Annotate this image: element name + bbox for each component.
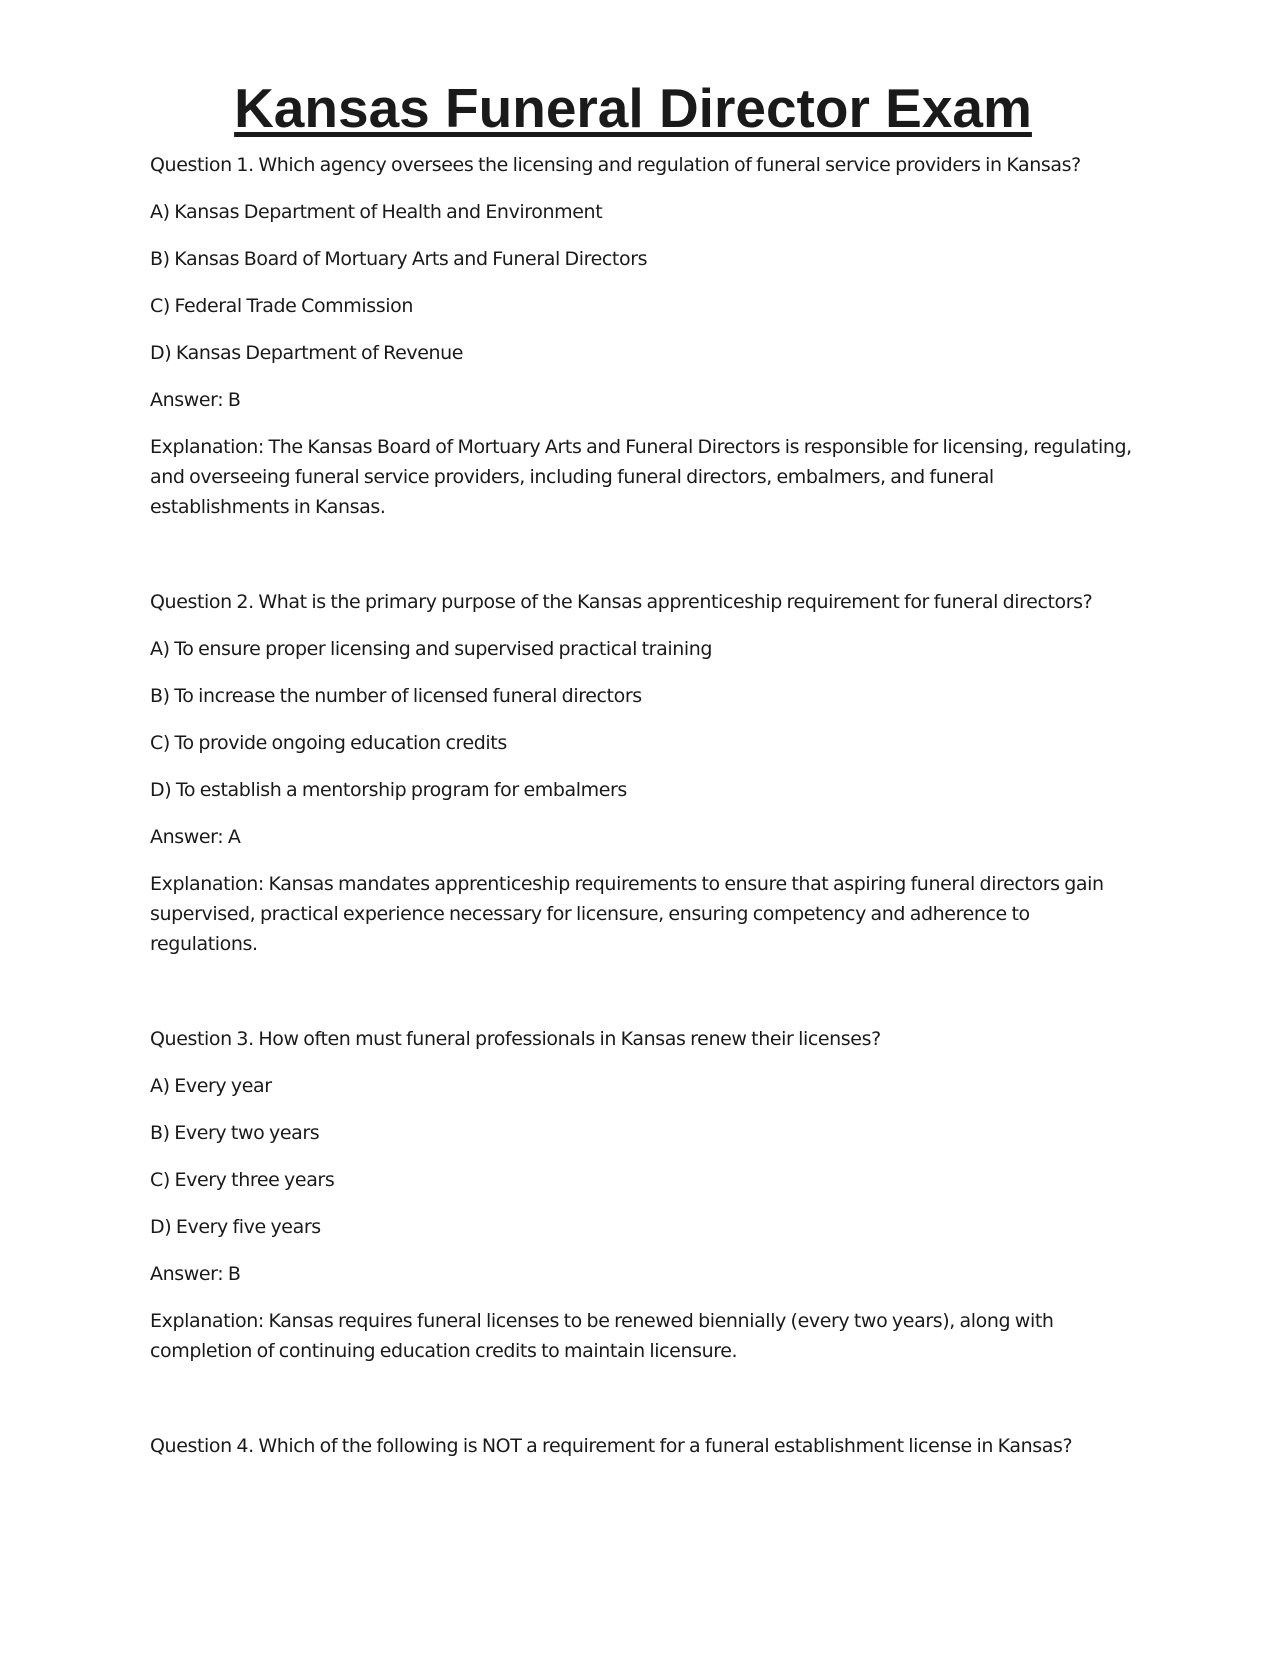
answer-option-a: A) Every year (150, 1075, 272, 1097)
correct-answer: Answer: A (150, 826, 241, 848)
explanation-text: Explanation: Kansas mandates apprenticeship requirements to ensure that aspiring funeral directors gain supervised, practical experience necessary for licensure, ensuring competency and adherence to regulations. (150, 873, 1104, 955)
question-text: Question 4. Which of the following is NOT a requirement for a funeral establishment license in Kansas? (150, 1435, 1073, 1457)
answer-option-c: C) Federal Trade Commission (150, 295, 414, 317)
question-text: Question 1. Which agency oversees the licensing and regulation of funeral service providers in Kansas? (150, 154, 1081, 176)
explanation-text: Explanation: The Kansas Board of Mortuary Arts and Funeral Directors is responsible for licensing, regulating, and overseeing funeral service providers, including funeral directors, embalmers, and funeral establishments in Kansas. (150, 436, 1132, 518)
correct-answer: Answer: B (150, 389, 241, 411)
answer-option-a: A) To ensure proper licensing and supervised practical training (150, 638, 713, 660)
section-spacer (150, 1383, 1132, 1431)
question-block-1 (150, 150, 1132, 522)
answer-option-d: D) Every five years (150, 1216, 321, 1238)
answer-option-b: B) To increase the number of licensed funeral directors (150, 685, 642, 707)
explanation-text: Explanation: Kansas requires funeral licenses to be renewed biennially (every two years), along with completion of continuing education credits to maintain licensure. (150, 1310, 1054, 1362)
correct-answer: Answer: B (150, 1263, 241, 1285)
answer-option-c: C) Every three years (150, 1169, 335, 1191)
answer-option-d: D) To establish a mentorship program for embalmers (150, 779, 627, 801)
section-spacer (150, 976, 1132, 1024)
question-text: Question 2. What is the primary purpose of the Kansas apprenticeship requirement for funeral directors? (150, 591, 1093, 613)
page-title: Kansas Funeral Director Exam (234, 77, 1032, 139)
question-block-2 (150, 587, 1132, 959)
document-body (150, 150, 1132, 1478)
question-block-4 (150, 1431, 1132, 1461)
question-text: Question 3. How often must funeral professionals in Kansas renew their licenses? (150, 1028, 881, 1050)
answer-option-d: D) Kansas Department of Revenue (150, 342, 464, 364)
answer-option-a: A) Kansas Department of Health and Environment (150, 201, 603, 223)
question-block-3 (150, 1024, 1132, 1366)
answer-option-b: B) Every two years (150, 1122, 320, 1144)
section-spacer (150, 539, 1132, 587)
answer-option-c: C) To provide ongoing education credits (150, 732, 507, 754)
answer-option-b: B) Kansas Board of Mortuary Arts and Funeral Directors (150, 248, 648, 270)
